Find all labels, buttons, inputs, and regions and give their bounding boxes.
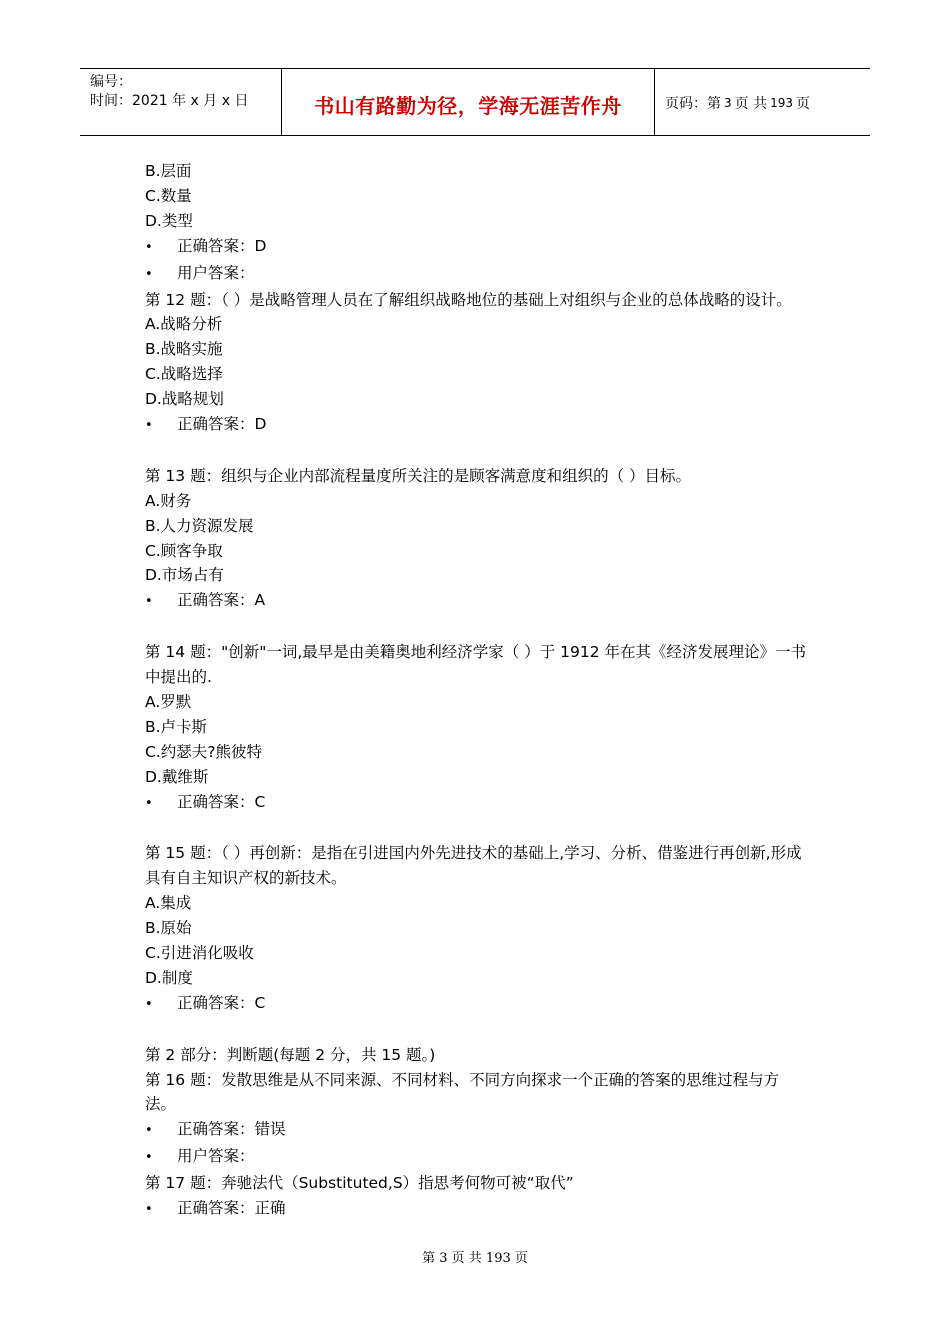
option-line: C.顾客争取 (145, 541, 223, 560)
bullet-icon: • (145, 418, 153, 434)
bullet-icon: • (145, 1123, 153, 1139)
header-number: 编号： (90, 74, 132, 90)
option-line: B.人力资源发展 (145, 516, 254, 535)
spacer (145, 439, 810, 464)
option-line: C.战略选择 (145, 365, 223, 384)
page-header (80, 68, 870, 136)
option-line: B.卢卡斯 (145, 717, 208, 736)
question-16: 第 16 题：发散思维是从不同来源、不同材料、不同方向探求一个正确的答案的思维过程与方法。 (145, 1070, 780, 1114)
option-line: D.战略规划 (145, 390, 224, 409)
option-line: D.戴维斯 (145, 767, 209, 786)
option-line: D.类型 (145, 211, 193, 230)
page-footer: 第 3 页 共 193 页 (422, 1251, 528, 1266)
answer-item: • 正确答案：错误 (145, 1117, 810, 1144)
bullet-icon: • (145, 1202, 153, 1218)
header-motto: 书山有路勤为径，学海无涯苦作舟 (282, 69, 655, 135)
header-date: 时间：2021 年 x 月 x 日 (90, 93, 249, 109)
spacer (145, 1018, 810, 1043)
answer-item: • 正确答案：C (145, 991, 810, 1018)
section-heading: 第 2 部分：判断题(每题 2 分，共 15 题。) (145, 1045, 436, 1064)
option-line: A.战略分析 (145, 315, 223, 334)
bullet-icon: • (145, 239, 153, 255)
option-line: B.原始 (145, 919, 192, 938)
option-line: C.约瑟夫?熊彼特 (145, 742, 262, 761)
bullet-icon: • (145, 266, 153, 282)
answer-item: • 正确答案：D (145, 412, 810, 439)
spacer (145, 615, 810, 640)
bullet-icon: • (145, 594, 153, 610)
option-line: A.财务 (145, 491, 192, 510)
bullet-icon: • (145, 795, 153, 811)
question-15: 第 15 题：（ ）再创新：是指在引进国内外先进技术的基础上,学习、分析、借鉴进行再创新,形成具有自主知识产权的新技术。 (145, 844, 802, 888)
question-13: 第 13 题：组织与企业内部流程量度所关注的是顾客满意度和组织的（ ）目标。 (145, 466, 692, 485)
spacer (145, 817, 810, 842)
option-line: C.数量 (145, 186, 192, 205)
header-info (80, 69, 282, 135)
question-17: 第 17 题：奔驰法代（Substituted,S）指思考何物可被“取代” (145, 1174, 574, 1193)
answer-item: • 正确答案：正确 (145, 1196, 810, 1223)
header-page-number: 页码：第 3 页 共 193 页 (665, 96, 810, 112)
answer-item: • 正确答案：D (145, 234, 810, 261)
answer-item: • 正确答案：A (145, 588, 810, 615)
document-body (145, 159, 810, 1223)
bullet-icon: • (145, 1150, 153, 1166)
answer-item: • 正确答案：C (145, 790, 810, 817)
option-line: B.层面 (145, 162, 192, 180)
option-line: C.引进消化吸收 (145, 944, 254, 963)
user-answer-item: • 用户答案： (145, 1144, 810, 1171)
question-12: 第 12 题：（ ）是战略管理人员在了解组织战略地位的基础上对组织与企业的总体战略的设计。 (145, 290, 792, 309)
option-line: A.集成 (145, 894, 192, 913)
bullet-icon: • (145, 996, 153, 1012)
question-14: 第 14 题："创新"一词,最早是由美籍奥地利经济学家（ ）于 1912 年在其《经济发展理论》一书中提出的. (145, 643, 806, 687)
option-line: B.战略实施 (145, 340, 223, 359)
option-line: D.市场占有 (145, 566, 224, 585)
option-line: A.罗默 (145, 693, 192, 711)
option-line: D.制度 (145, 968, 193, 987)
user-answer-item: • 用户答案： (145, 261, 810, 288)
